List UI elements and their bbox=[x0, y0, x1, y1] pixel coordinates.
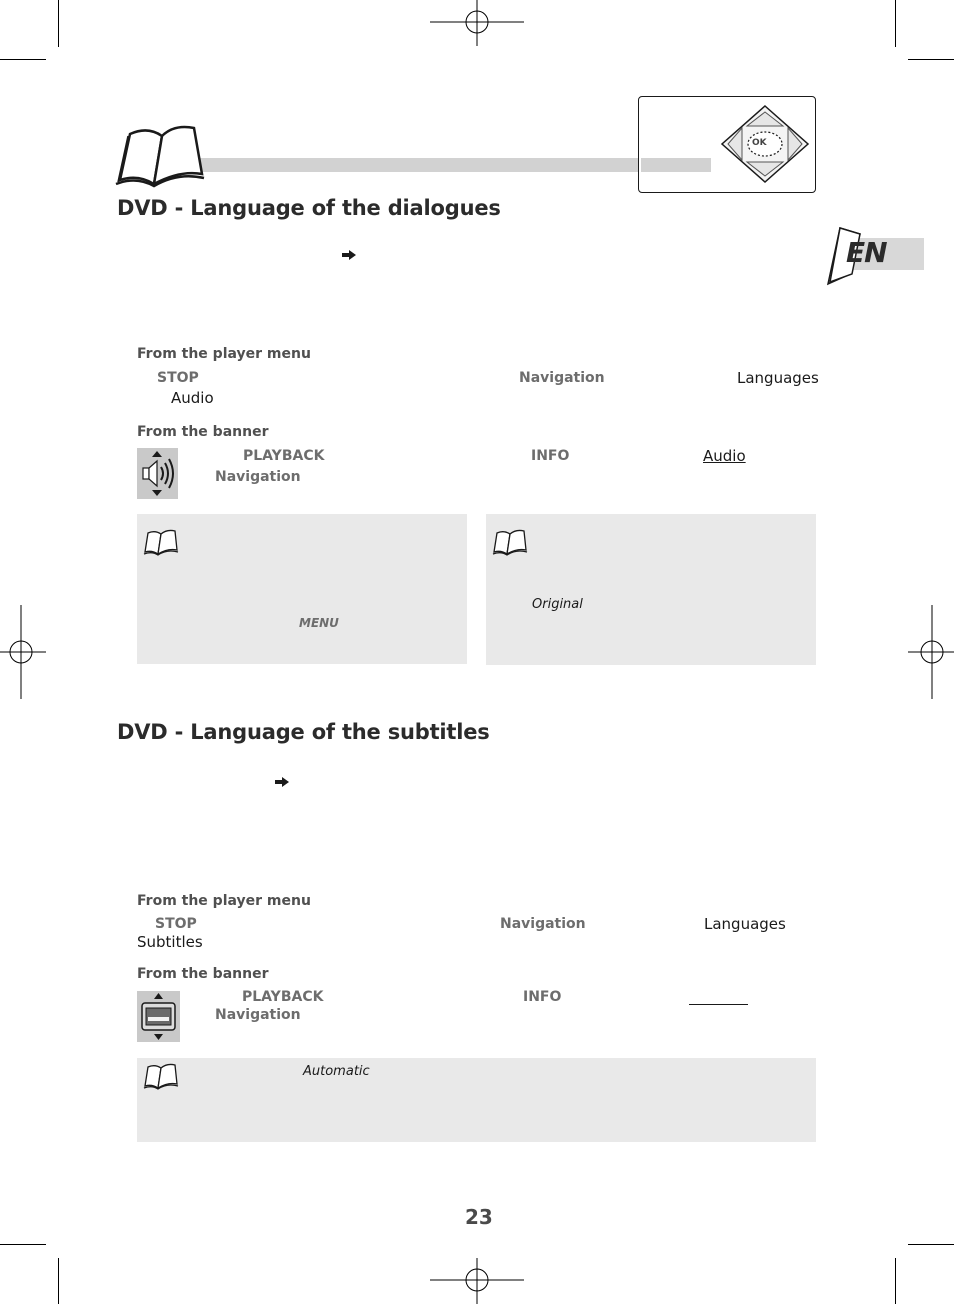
menu-key: MENU bbox=[299, 616, 339, 630]
book-icon bbox=[143, 528, 179, 556]
book-icon bbox=[114, 120, 206, 188]
info-key: INFO bbox=[531, 448, 570, 464]
navigation-key: Navigation bbox=[500, 916, 586, 932]
crop-mark bbox=[908, 59, 954, 60]
arrow-right-icon bbox=[342, 250, 356, 260]
subtitles-menu-item: Subtitles bbox=[137, 933, 203, 951]
navigation-key: Navigation bbox=[215, 1007, 301, 1023]
section-title-subtitles: DVD - Language of the subtitles bbox=[117, 720, 490, 744]
note-box bbox=[486, 514, 816, 665]
from-player-menu-heading: From the player menu bbox=[137, 346, 311, 362]
languages-menu: Languages bbox=[704, 915, 786, 933]
arrow-right-icon bbox=[275, 777, 289, 787]
audio-menu-item: Audio bbox=[171, 389, 214, 407]
playback-key: PLAYBACK bbox=[242, 989, 324, 1005]
audio-speaker-icon bbox=[137, 448, 178, 499]
from-banner-heading: From the banner bbox=[137, 966, 269, 982]
subtitles-icon bbox=[137, 991, 180, 1042]
underline-rule bbox=[689, 1004, 748, 1005]
book-icon bbox=[492, 528, 528, 556]
from-player-menu-heading: From the player menu bbox=[137, 893, 311, 909]
language-tab-label: EN bbox=[846, 236, 887, 269]
section-title-dialogues: DVD - Language of the dialogues bbox=[117, 196, 501, 220]
languages-menu: Languages bbox=[737, 369, 819, 387]
navigation-key: Navigation bbox=[519, 370, 605, 386]
info-key: INFO bbox=[523, 989, 562, 1005]
stop-key: STOP bbox=[157, 370, 199, 386]
crop-mark bbox=[0, 59, 46, 60]
remote-box-bar bbox=[641, 158, 711, 172]
page-number: 23 bbox=[465, 1205, 493, 1229]
book-icon bbox=[143, 1062, 179, 1090]
registration-mark-left bbox=[0, 605, 46, 699]
automatic-option: Automatic bbox=[303, 1064, 370, 1079]
crop-mark bbox=[58, 0, 59, 47]
from-banner-heading: From the banner bbox=[137, 424, 269, 440]
registration-mark-top bbox=[430, 0, 524, 46]
remote-ok-label: OK bbox=[752, 138, 767, 148]
note-box bbox=[137, 1058, 816, 1142]
crop-mark bbox=[908, 1244, 954, 1245]
crop-mark bbox=[58, 1258, 59, 1304]
note-box bbox=[137, 514, 467, 664]
crop-mark bbox=[0, 1244, 46, 1245]
navigation-key: Navigation bbox=[215, 469, 301, 485]
original-option: Original bbox=[532, 597, 583, 612]
crop-mark bbox=[895, 1258, 896, 1304]
registration-mark-right bbox=[908, 605, 954, 699]
crop-mark bbox=[895, 0, 896, 47]
stop-key: STOP bbox=[155, 916, 197, 932]
playback-key: PLAYBACK bbox=[243, 448, 325, 464]
audio-banner-item: Audio bbox=[703, 447, 746, 465]
registration-mark-bottom bbox=[430, 1258, 524, 1304]
